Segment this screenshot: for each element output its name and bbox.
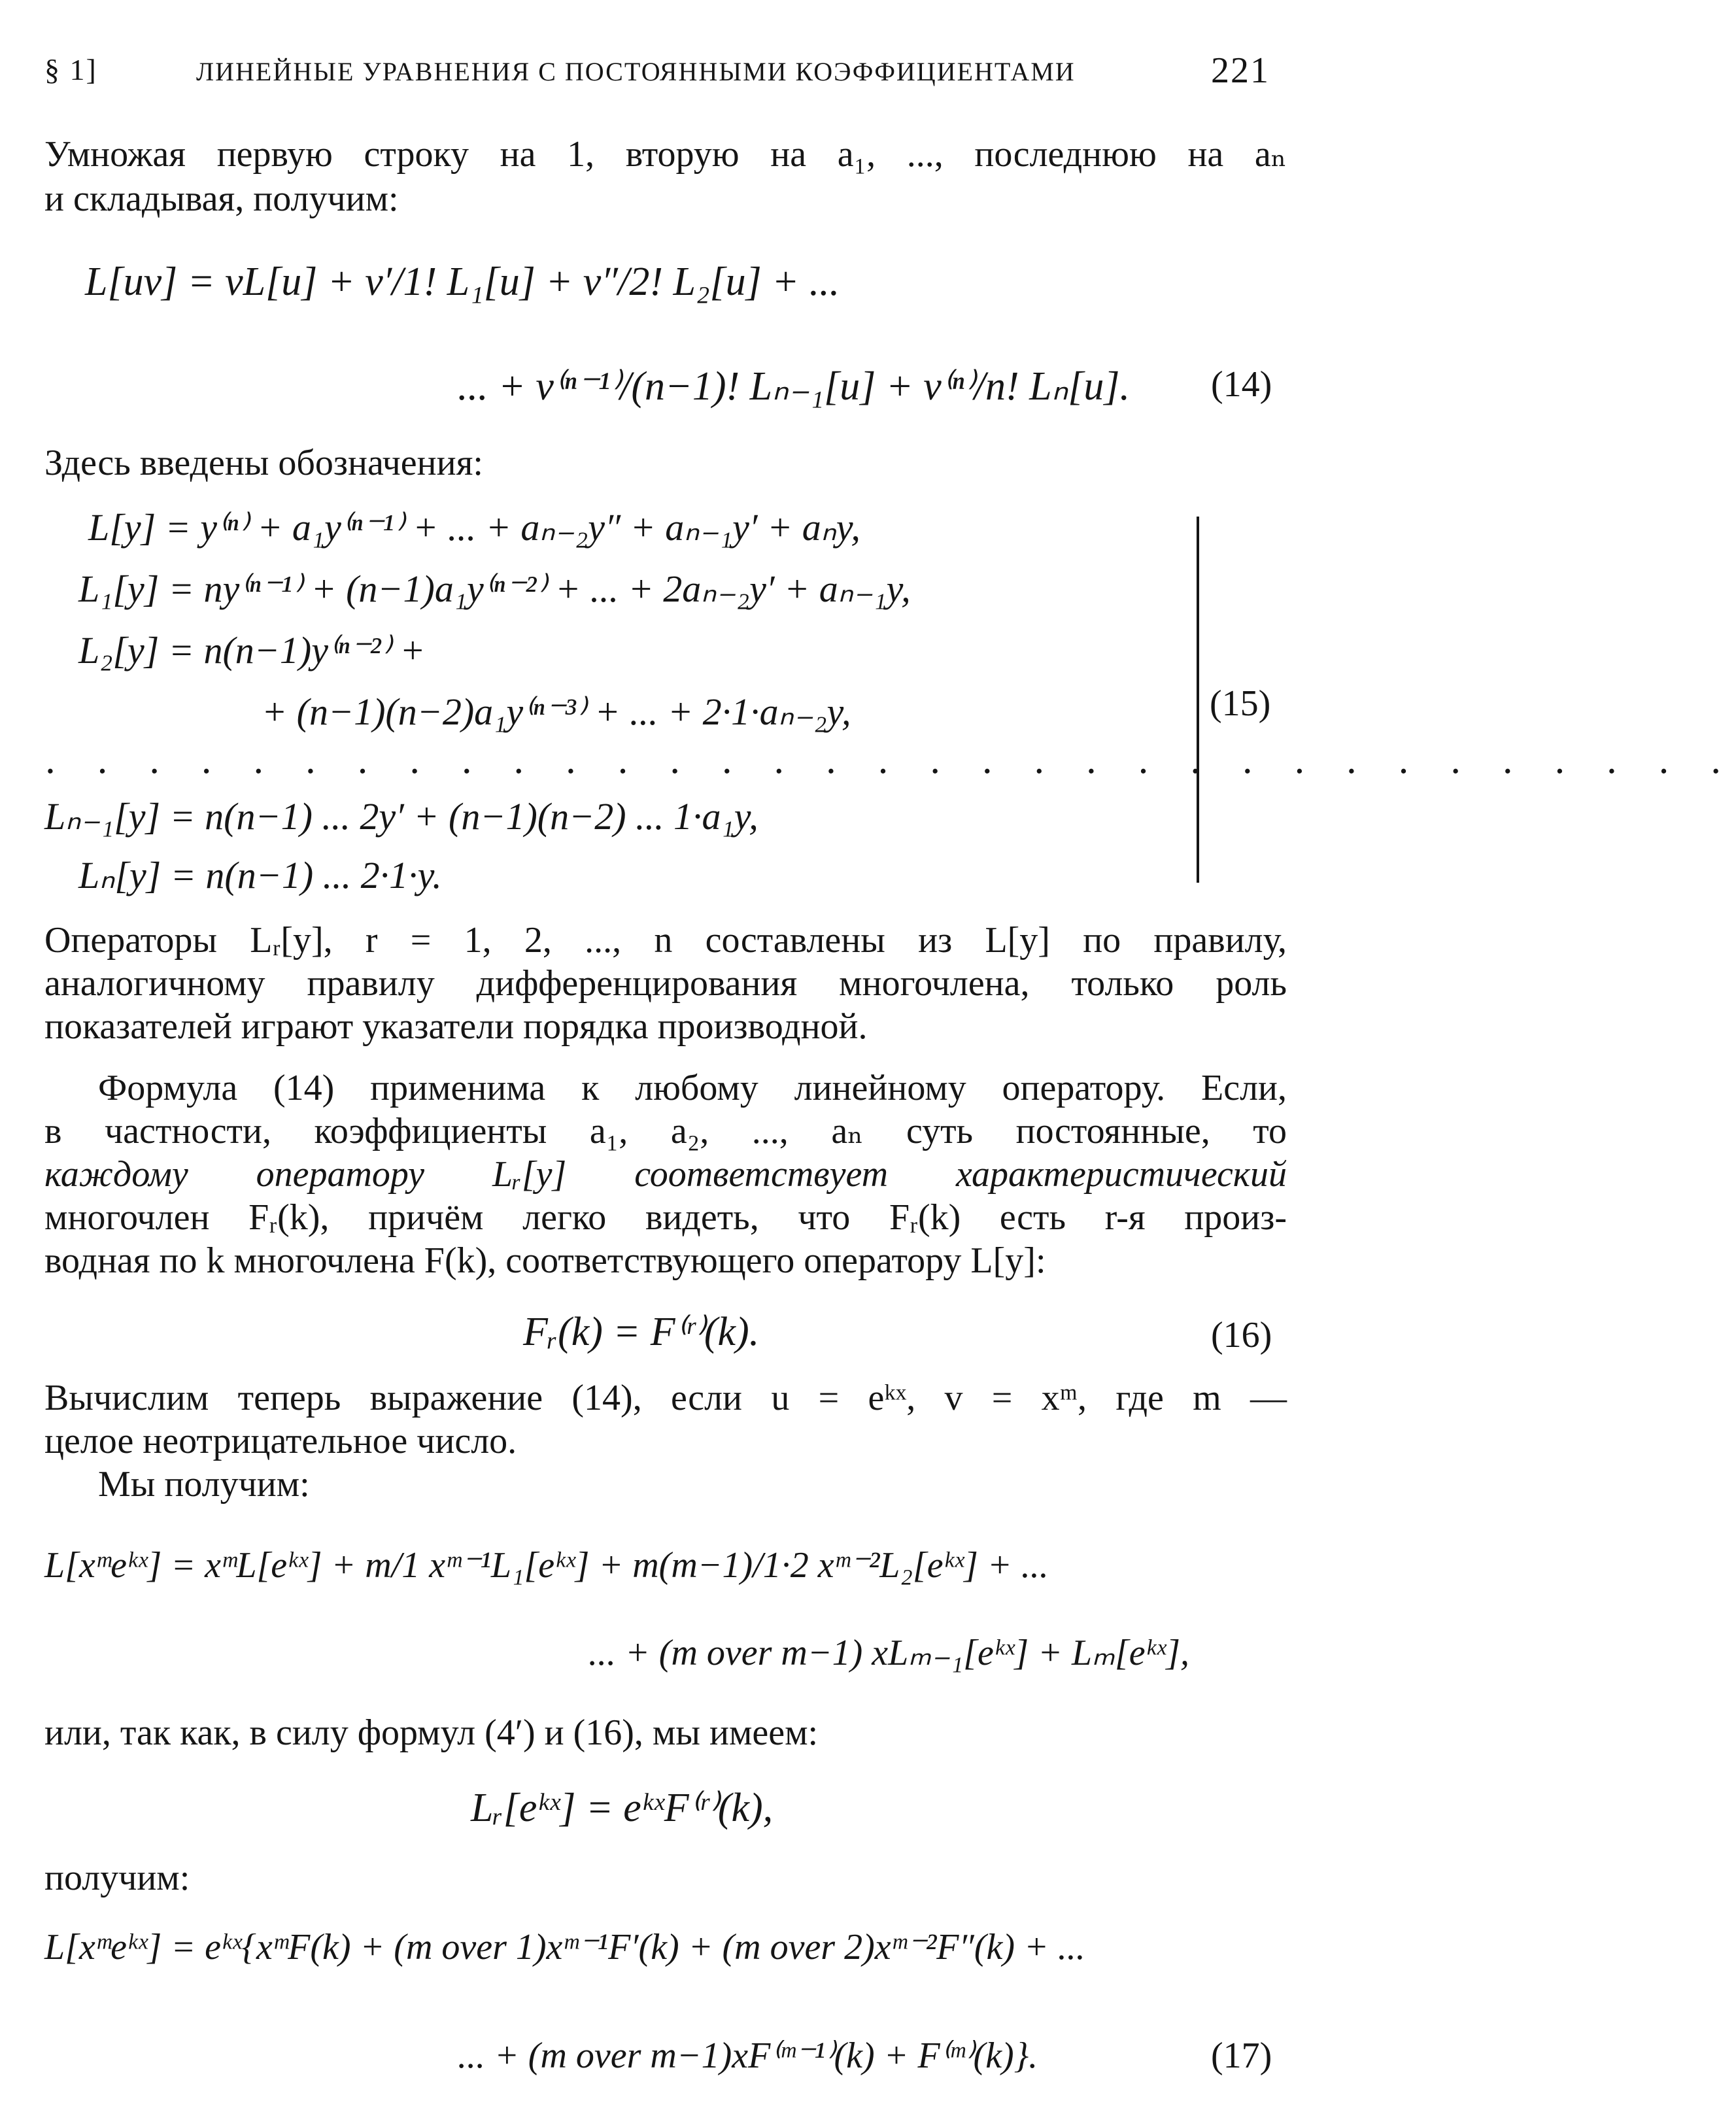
equation-17-line-1: L[xᵐeᵏˣ] = eᵏˣ{xᵐF(k) + (m over 1)xᵐ⁻¹F′(k) + (m over 2)xᵐ⁻²F″(k) + ... bbox=[44, 1927, 1085, 1967]
equation-15-line-3: L₂[y] = n(n−1)y⁽ⁿ⁻²⁾ + bbox=[78, 629, 426, 672]
equation-number: (17) bbox=[1211, 2035, 1272, 2076]
equation-15-line-2: L₁[y] = ny⁽ⁿ⁻¹⁾ + (n−1)a₁y⁽ⁿ⁻²⁾ + ... + 2aₙ₋₂y′ + aₙ₋₁y, bbox=[78, 568, 911, 610]
paragraph-line: в частности, коэффициенты a₁, a₂, ..., aₙ суть постоянные, то bbox=[44, 1111, 1287, 1151]
paragraph-line: показателей играют указатели порядка производной. bbox=[44, 1006, 868, 1047]
equation-number: (15) bbox=[1210, 683, 1271, 724]
equation-15-line-5: Lₙ₋₁[y] = n(n−1) ... 2y′ + (n−1)(n−2) ... 1·a₁y, bbox=[44, 795, 758, 838]
equation-16: Fᵣ(k) = F⁽ʳ⁾(k). bbox=[523, 1310, 760, 1354]
paragraph-line: Вычислим теперь выражение (14), если u = eᵏˣ, v = xᵐ, где m — bbox=[44, 1378, 1287, 1418]
paragraph-line: многочлен Fᵣ(k), причём легко видеть, что Fᵣ(k) есть r-я произ- bbox=[44, 1197, 1287, 1238]
equation-14-line-1: L[uv] = vL[u] + v′/1! L₁[u] + v″/2! L₂[u] + ... bbox=[85, 260, 840, 304]
equation-15-line-4: + (n−1)(n−2)a₁y⁽ⁿ⁻³⁾ + ... + 2·1·aₙ₋₂y, bbox=[262, 690, 851, 733]
section-marker: § 1] bbox=[44, 53, 97, 86]
paragraph-line: Мы получим: bbox=[98, 1464, 310, 1505]
equation-operator-exponential: Lᵣ[eᵏˣ] = eᵏˣF⁽ʳ⁾(k), bbox=[471, 1786, 774, 1830]
equation-15-line-1: L[y] = y⁽ⁿ⁾ + a₁y⁽ⁿ⁻¹⁾ + ... + aₙ₋₂y″ + aₙ₋₁y′ + aₙy, bbox=[88, 506, 860, 549]
equation-number: (14) bbox=[1211, 364, 1272, 405]
ellipsis-row: . . . . . . . . . . . . . . . . . . . . . . . . . . . . . . . . . bbox=[44, 740, 1736, 782]
equation-17-line-2: ... + (m over m−1)xF⁽ᵐ⁻¹⁾(k) + F⁽ᵐ⁾(k)}. bbox=[458, 2035, 1038, 2076]
paragraph-line: аналогичному правилу дифференцирования многочлена, только роль bbox=[44, 963, 1287, 1004]
notation-intro: Здесь введены обозначения: bbox=[44, 443, 483, 483]
paragraph-line: или, так как, в силу формул (4′) и (16), мы имеем: bbox=[44, 1712, 819, 1753]
paragraph-line: каждому оператору Lᵣ[y] соответствует характеристический bbox=[44, 1154, 1287, 1195]
paragraph-line: водная по k многочлена F(k), соответствующего оператору L[y]: bbox=[44, 1240, 1046, 1281]
paragraph-line: Операторы Lᵣ[y], r = 1, 2, ..., n составлены из L[y] по правилу, bbox=[44, 920, 1287, 961]
equation-expansion-line-2: ... + (m over m−1) xLₘ₋₁[eᵏˣ] + Lₘ[eᵏˣ], bbox=[588, 1633, 1189, 1673]
equation-15-line-6: Lₙ[y] = n(n−1) ... 2·1·y. bbox=[78, 854, 442, 896]
paragraph-line: Умножая первую строку на 1, вторую на a₁, ..., последнюю на aₙ bbox=[44, 134, 1287, 175]
paragraph-line: целое неотрицательное число. bbox=[44, 1421, 517, 1461]
page-number: 221 bbox=[1211, 50, 1270, 91]
equation-number: (16) bbox=[1211, 1315, 1272, 1355]
running-title: ЛИНЕЙНЫЕ УРАВНЕНИЯ С ПОСТОЯННЫМИ КОЭФФИЦИЕНТАМИ bbox=[196, 57, 1076, 86]
equation-expansion-line-1: L[xᵐeᵏˣ] = xᵐL[eᵏˣ] + m/1 xᵐ⁻¹L₁[eᵏˣ] + m(m−1)/1·2 xᵐ⁻²L₂[eᵏˣ] + ... bbox=[44, 1545, 1049, 1586]
right-brace bbox=[1190, 517, 1199, 883]
paragraph-line: и складывая, получим: bbox=[44, 179, 399, 219]
paragraph-line: получим: bbox=[44, 1858, 190, 1898]
paragraph-line: Формула (14) применима к любому линейному оператору. Если, bbox=[98, 1068, 1287, 1108]
equation-14-line-2: ... + v⁽ⁿ⁻¹⁾/(n−1)! Lₙ₋₁[u] + v⁽ⁿ⁾/n! Lₙ[u]. bbox=[458, 364, 1131, 409]
